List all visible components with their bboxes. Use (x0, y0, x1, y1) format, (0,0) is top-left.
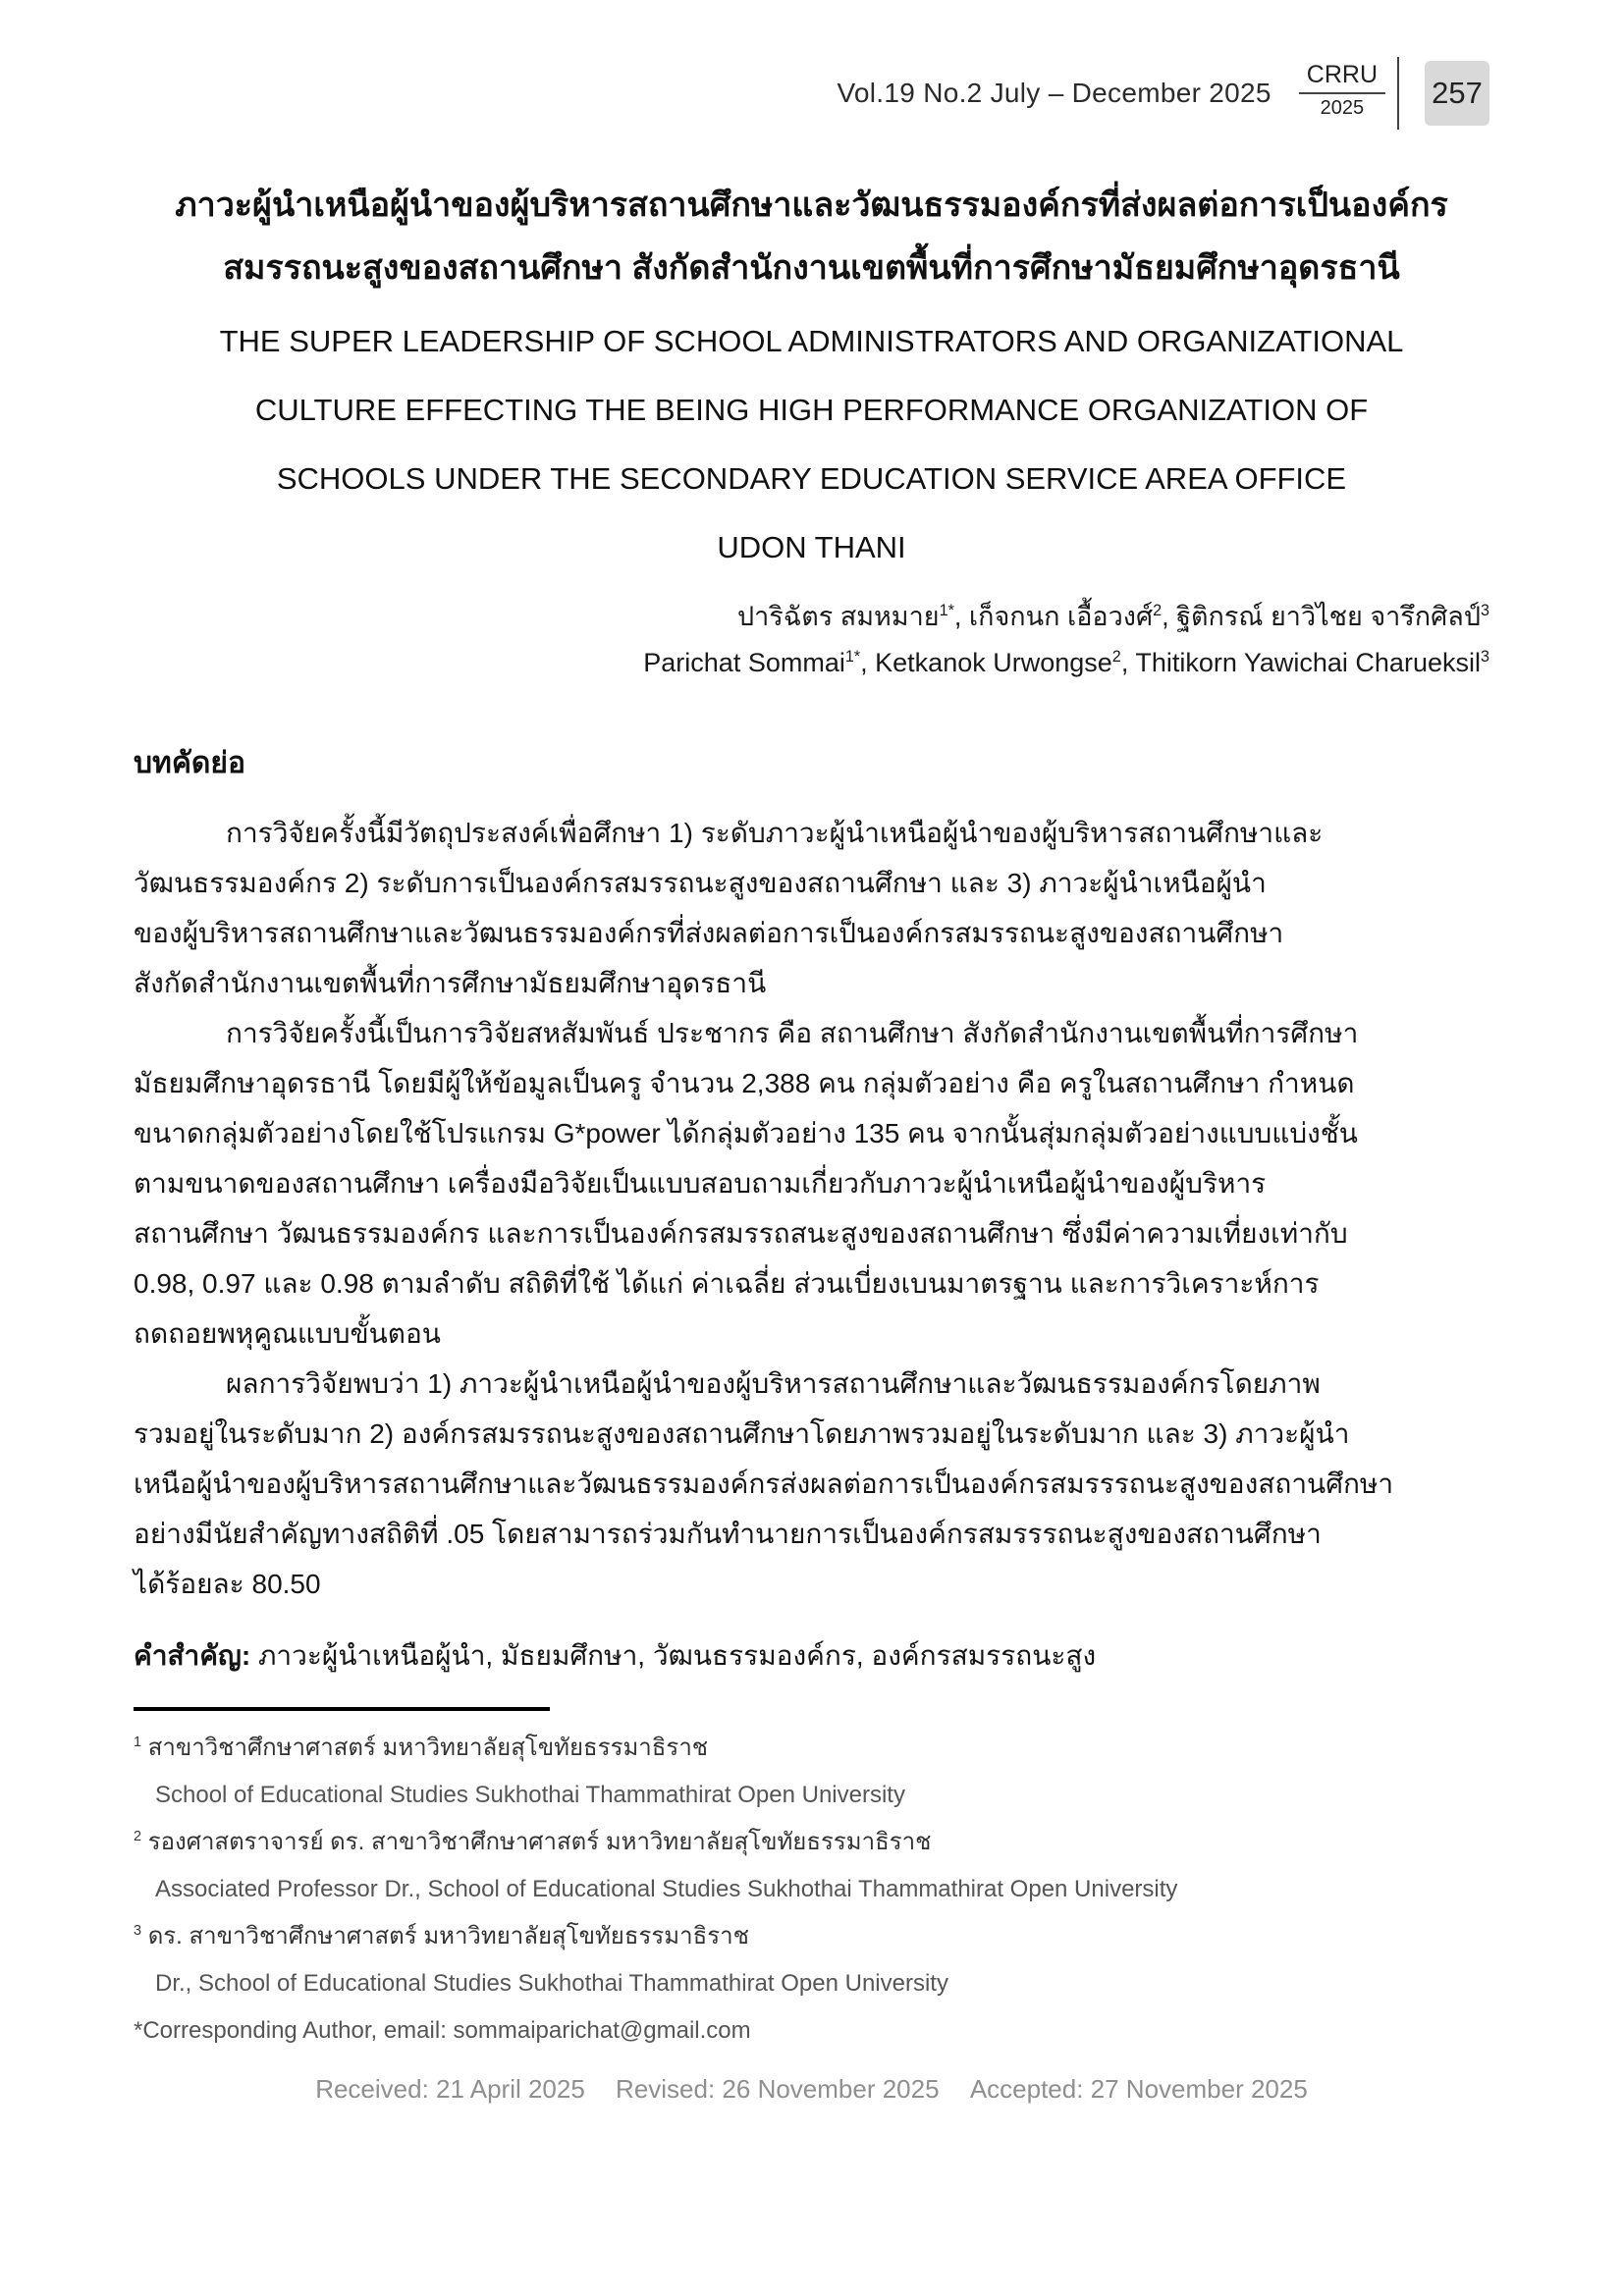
author-superscript: 3 (1480, 648, 1489, 666)
text-line: ตามขนาดของสถานศึกษา เครื่องมือวิจัยเป็นแบบสอบถามเกี่ยวกับภาวะผู้นำเหนือผู้นำของผู้บริหาร (134, 1168, 1267, 1199)
text-line: มัธยมศึกษาอุดรธานี โดยมีผู้ให้ข้อมูลเป็นครู จำนวน 2,388 คน กลุ่มตัวอย่าง คือ ครูในสถานศึกษา กำหนด (134, 1068, 1355, 1098)
keywords-label: คำสำคัญ: (134, 1640, 251, 1671)
footnote-line: Dr., School of Educational Studies Sukhothai Thammathirat Open University (155, 1970, 948, 1997)
author-superscript: 1* (939, 602, 954, 619)
footnote-line: *Corresponding Author, email: sommaiparichat@gmail.com (134, 2017, 751, 2044)
revised-date: Revised: 26 November 2025 (616, 2074, 940, 2104)
author-superscript: 3 (1480, 602, 1489, 619)
footnotes-block (134, 1725, 1489, 2055)
text-line: อย่างมีนัยสำคัญทางสถิติที่ .05 โดยสามารถร่วมกันทำนายการเป็นองค์กรสมรรรถนะสูงของสถานศึกษา (134, 1519, 1322, 1549)
keywords-line (134, 1630, 1489, 1682)
abstract-body (134, 808, 1489, 1609)
footnote-line: $^3$ ดร. สาขาวิชาศึกษาศาสตร์ มหาวิทยาลัยสุโขทัยธรรมาธิราช (134, 1923, 749, 1949)
text-line: ของผู้บริหารสถานศึกษาและวัฒนธรรมองค์กรที่ส่งผลต่อการเป็นองค์กรสมรรถนะสูงของสถานศึกษา (134, 918, 1284, 948)
text-line: สถานศึกษา วัฒนธรรมองค์กร และการเป็นองค์กรสมรรถสนะสูงของสถานศึกษา ซึ่งมีค่าความเที่ยงเท่ากับ (134, 1218, 1348, 1249)
footnote-superscript: 1 (134, 1735, 142, 1750)
received-line (134, 2074, 1489, 2105)
text-line: สมรรถนะสูงของสถานศึกษา สังกัดสำนักงานเขตพื้นที่การศึกษามัธยมศึกษาอุดรธานี (223, 249, 1400, 287)
footnote-superscript: 3 (134, 1923, 142, 1939)
authors-english: Parichat Sommai$^{1*}$, Ketkanok Urwongse$^2$, Thitikorn Yawichai Charueksil$^3$ (643, 648, 1489, 677)
journal-logo (1293, 57, 1399, 130)
footnote-line: Associated Professor Dr., School of Educational Studies Sukhothai Thammathirat Open University (155, 1876, 1178, 1902)
text-line: รวมอยู่ในระดับมาก 2) องค์กรสมรรถนะสูงของสถานศึกษาโดยภาพรวมอยู่ในระดับมาก และ 3) ภาวะผู้นำ (134, 1418, 1350, 1449)
article-title-english (134, 307, 1489, 582)
authors-block (134, 594, 1489, 686)
text-line: 0.98, 0.97 และ 0.98 ตามลำดับ สถิติที่ใช้ ได้แก่ ค่าเฉลี่ย ส่วนเบี่ยงเบนมาตรฐาน และการวิเคราะห์การ (134, 1268, 1320, 1299)
text-line: สังกัดสำนักงานเขตพื้นที่การศึกษามัธยมศึกษาอุดรธานี (134, 968, 767, 998)
text-line: UDON THANI (717, 530, 906, 564)
authors-thai: ปาริฉัตร สมหมาย$^{1*}$, เก็จกนก เอื้อวงศ์$^2$, ฐิติกรณ์ ยาวิไชย จารึกศิลป์$^3$ (737, 602, 1489, 631)
text-line: วัฒนธรรมองค์กร 2) ระดับการเป็นองค์กรสมรรถนะสูงของสถานศึกษา และ 3) ภาวะผู้นำเหนือผู้นำ (134, 868, 1267, 898)
abstract-paragraph-1 (134, 808, 1489, 1008)
keywords-text: ภาวะผู้นำเหนือผู้นำ, มัธยมศึกษา, วัฒนธรรมองค์กร, องค์กรสมรรถนะสูง (250, 1640, 1097, 1671)
footnote-line: School of Educational Studies Sukhothai Thammathirat Open University (155, 1782, 905, 1808)
journal-logo-crru: CRRU (1299, 61, 1385, 94)
text-line: การวิจัยครั้งนี้มีวัตถุประสงค์เพื่อศึกษา 1) ระดับภาวะผู้นำเหนือผู้นำของผู้บริหารสถานศึกษาและ (226, 818, 1324, 848)
abstract-heading: บทคัดย่อ (134, 747, 245, 779)
page-number-badge: 257 (1425, 61, 1489, 126)
received-date: Received: 21 April 2025 (315, 2074, 585, 2104)
article-title-thai (134, 174, 1489, 299)
page-header (134, 54, 1489, 133)
text-line: ถดถอยพหุคูณแบบขั้นตอน (134, 1318, 441, 1349)
text-line: ผลการวิจัยพบว่า 1) ภาวะผู้นำเหนือผู้นำของผู้บริหารสถานศึกษาและวัฒนธรรมองค์กรโดยภาพ (226, 1368, 1321, 1399)
text-line: การวิจัยครั้งนี้เป็นการวิจัยสหสัมพันธ์ ประชากร คือ สถานศึกษา สังกัดสำนักงานเขตพื้นที่การศึกษา (226, 1018, 1359, 1048)
abstract-paragraph-3 (134, 1359, 1489, 1609)
text-line: CULTURE EFFECTING THE BEING HIGH PERFORMANCE ORGANIZATION OF (254, 393, 1369, 427)
abstract-paragraph-2 (134, 1008, 1489, 1359)
footnote-line: $^1$ สาขาวิชาศึกษาศาสตร์ มหาวิทยาลัยสุโขทัยธรรมาธิราช (134, 1735, 709, 1761)
footnote-separator (134, 1707, 550, 1711)
text-line: SCHOOLS UNDER THE SECONDARY EDUCATION SERVICE AREA OFFICE (276, 461, 1347, 496)
text-line: ภาวะผู้นำเหนือผู้นำของผู้บริหารสถานศึกษาและวัฒนธรรมองค์กรที่ส่งผลต่อการเป็นองค์กร (175, 187, 1448, 224)
text-line: ขนาดกลุ่มตัวอย่างโดยใช้โปรแกรม G*power ได้กลุ่มตัวอย่าง 135 คน จากนั้นสุ่มกลุ่มตัวอย่างแบบแบ่งชั้น (134, 1118, 1358, 1148)
journal-issue-text: Vol.19 No.2 July – December 2025 (837, 78, 1271, 108)
author-superscript: 1* (844, 648, 861, 666)
text-line: เหนือผู้นำของผู้บริหารสถานศึกษาและวัฒนธรรมองค์กรส่งผลต่อการเป็นองค์กรสมรรรถนะสูงของสถานศึกษา (134, 1468, 1394, 1499)
author-superscript: 2 (1153, 602, 1163, 619)
footnote-line: $^2$ รองศาสตราจารย์ ดร. สาขาวิชาศึกษาศาสตร์ มหาวิทยาลัยสุโขทัยธรรมาธิราช (134, 1829, 932, 1855)
journal-logo-year: 2025 (1320, 97, 1365, 119)
text-line: ได้ร้อยละ 80.50 (134, 1569, 321, 1599)
accepted-date: Accepted: 27 November 2025 (969, 2074, 1308, 2104)
text-line: THE SUPER LEADERSHIP OF SCHOOL ADMINISTRATORS AND ORGANIZATIONAL (219, 324, 1404, 358)
footnote-superscript: 2 (134, 1829, 142, 1844)
author-superscript: 2 (1111, 648, 1121, 666)
